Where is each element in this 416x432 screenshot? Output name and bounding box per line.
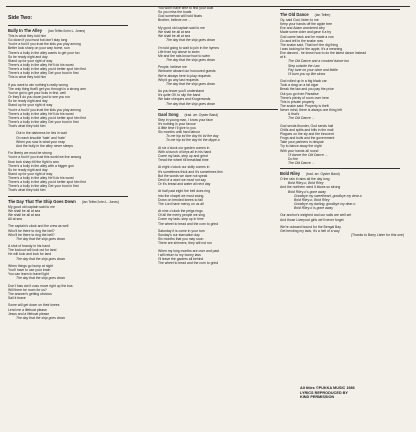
lyric-line: We take cheques and Krugerrands [158,97,211,102]
lyric-line: Down on bended knees to fall [158,197,203,202]
lyric-line: There's a bully in the alley Get your boot in first [8,71,79,76]
lyric-line: Will there be room for us? [8,287,47,292]
lyric-line: Into the chapel we must swing [158,193,204,198]
song-credit: (Ian Telfer) [314,13,331,17]
lyric-line: God sends thunder, God sends hail [280,123,334,128]
lyric-line: at it. [280,55,287,60]
song-heading [8,199,133,205]
lyric-line: The Old Dance ... [288,116,315,121]
lyric-line: The day that the ship goes down [16,236,66,241]
lyric-line: It's nothing in your favour [158,121,196,126]
lyric-line: Devil of a word we must not say [158,177,206,182]
song-credit: (Ian Telfer/John L. Jones) [81,199,119,204]
song-divider [280,168,400,169]
lyric-line: Brother, believe me ... [158,18,191,23]
song-title: Bold Riley [280,171,301,177]
lyric-line: Why'd go any last requests [158,77,199,82]
lyric-line: The wheel to tread and the corn to grind [158,261,219,266]
lyric-line: When things go bump at night [8,263,54,268]
lyric-line: And the bully in the alley never sleeps [16,143,73,148]
lyric-line: The answer's getting obvious [8,291,52,296]
song-block [280,168,410,237]
lyric-line: So you miss the boats [158,10,192,15]
lyric-line: The Old Dance ... [288,161,315,166]
lyric-line: But the words we dare not speak [158,173,208,178]
lyric-line: Life from top above to swim [158,49,200,54]
lyric-line: Step outside the Law [288,63,320,68]
lyric-line: You've got to get your licks in first, well [8,91,66,96]
lyric-line: God somehow will hold floats [158,14,202,19]
column-left [8,14,133,320]
lyric-line: Eve and Adam wondered why [280,26,325,31]
lyric-line: All at sea [8,217,22,222]
lyric-line: Plagues on the sly and the innocent [280,132,334,137]
lyric-line: There's a bully in the alley He'll do his worst [8,111,74,116]
copyright-note [300,386,355,400]
lyric-line: Try to dance away the night [280,144,322,149]
lyric-line: A shot of brandy in his hand [8,244,50,249]
lyric-line: Get bending my lads, it's a hell of a way [280,229,340,234]
lyric-line: The lookout will look out for land [8,248,57,253]
lyric-line: Now look sharp till the fight is won [8,159,60,164]
song-title: The Old Dance [280,12,309,17]
lyric-line: It's quite OK to slip the band [158,93,201,98]
lyric-line: Go down if you must but don't stay long [8,38,68,43]
lyric-line: Stand up for your right of way [8,58,53,63]
lyric-line: With your hands all round [280,148,319,153]
lyric-line: You'll have to use your brain [8,268,51,273]
lyric-line: The Lord have mercy on us all [158,201,204,206]
lyric-line: Some will get down on their knees [8,303,60,308]
lyric-line: Sunday's our starvation day [158,233,200,238]
lyric-line: Don't fuss don't cuss move right up the bus [8,283,73,288]
lyric-line: With a bunch of keys all in his hand [158,149,212,154]
lyric-line: The Old Dance and a crooked dance too [288,59,350,64]
lyric-line: This is what they told him [8,34,47,38]
lyric-line: God came back and he made a row [280,34,334,39]
song-block [158,109,278,265]
song-divider [158,109,278,110]
lyric-line: The day that the ship goes down [16,256,66,261]
song-block [8,196,133,320]
lyric-line: I'm told going to wait to join in the hymns [158,45,219,50]
lyric-line: Bold Riley-o's gone away [288,189,326,194]
lyric-line: This is what they told him [8,75,47,80]
lyric-line: The day that the ship goes down [166,101,216,106]
lyric-line: You're a fool if you trust this world we live among [8,155,82,160]
lyric-line: My good old captain said to me [158,25,205,30]
song-block [8,25,133,193]
song-divider [8,25,128,26]
lyric-line: Goodbye my darling, goodbye my dear-o [294,202,356,206]
lyric-line: We're outward bound for the Bengal Bay [280,224,341,229]
lyric-line: Stand up for your right of way [8,103,53,108]
lyric-line: Out in the darkness he lies in wait [16,131,67,136]
lyric-line: That's what they told him [8,188,46,193]
lyric-line: This is private property [280,99,315,104]
lyric-line: Eve danced - he knew how to do the latest dance instead [280,51,366,56]
copyright-line: LYRICS REPRODUCED BY [300,390,348,395]
lyric-line: There's a bully in the alley you'd better spot him first [8,67,86,72]
lyric-line: The captain's clock and the crew as well [8,224,69,229]
lyric-line: Me and the rats know how to swim [158,53,211,58]
song-title: Gaol Song [158,111,179,117]
song-divider [280,9,400,10]
song-block [158,6,278,106]
lyric-line: Take your partners in despair [280,140,324,145]
lyric-line: So be ready night and day [8,167,48,172]
column-right [280,6,410,237]
lyric-line: I'll dance the Old Dance ... [288,152,328,157]
copyright-line: All titles ©PUKKA MUSIC 1986 [300,386,355,390]
lyric-line: We're always here to play requests [158,73,211,78]
lyric-line: We shall be all at sea [8,212,41,217]
lyric-line: Bold Riley-o, Bold Riley [294,197,330,202]
lyric-line: There's a bully in the alley Get your boot in first [8,120,79,124]
lyric-line: Of all the merry people we sing [158,213,205,218]
lyric-line: Never mind, there is always one thing left [280,108,343,113]
lyric-line: Do the [288,156,298,161]
lyric-line: There's plenty of room over here [280,95,329,100]
lyric-line: There's a bully in the alley with a bigger gun [8,163,74,168]
lyric-line: The day that the ship goes down [166,38,216,43]
lyric-line: Took a drag on a fat cigar [280,83,319,88]
copyright-line: KIND PERMISSION [300,395,335,400]
song-divider [8,196,128,197]
lyric-line: You're a fool if you trust the kids you play among [8,107,81,112]
column-middle [158,6,278,265]
lyric-line: There's a bully in the alley you'd better spot him first [8,115,86,120]
lyric-line: At six o'clock our garden comes in [158,145,210,150]
lyric-line: To me hip tol the day fol the dippe-o [166,138,220,143]
lyric-line: You can learn to travel light [8,272,49,277]
lyric-line: There are shinners, they will not run [158,241,212,246]
lyric-line: The snake said, That isn't the dig thing [280,42,338,47]
lyric-line: That's what they told him [8,124,46,129]
column-middle-songs [158,6,278,265]
lyric-line: So be ready night and day [8,99,48,104]
song-title: The Day That The Ship Goes Down [8,198,76,204]
lyric-line: So be ready night and day [8,54,48,59]
lyric-line: Bold Riley-o is gone away [294,206,334,211]
lyric-line: Step in young man, I know your face [158,117,213,122]
lyric-line: We shall be all at sea [158,34,191,39]
lyric-line: You won't have time to find your coat [158,6,214,10]
lyric-line: The day that the ship goes down [166,57,216,62]
lyric-line: He will look and look for land [8,252,52,257]
lyric-line: Six months until hard labour [158,130,201,135]
column-right-songs [280,9,410,237]
lyric-line: I will return to my bonny lass [158,252,201,257]
lyric-line: Come my lads, step up and grind [158,154,208,159]
song-title: Bully In The Alley [8,28,42,33]
lyric-line: There's a bully in the alley He'll do his worst [8,62,74,67]
lyric-line: We shall be all at sea [158,29,191,34]
lyric-line: & that's [288,112,300,117]
lyric-line: Chills and splits and bills in the mail [280,127,334,132]
column-left-songs [8,25,133,320]
side-title: Side Two: [8,15,33,21]
lyric-line: (Thanks to Barry Lister for this one) [350,233,404,238]
lyric-line: Our anchor's weighed and our sails are well set [280,213,352,218]
lyric-line: My good old captain said to me [8,204,55,209]
lyric-line: There's a bully in the alley wants to get your fun [8,50,80,55]
lyric-line: The day that the ship goes down [166,81,216,86]
lyric-line: Tread the wheel till breakfast time [158,158,209,163]
lyric-line: Go and tell to the snake now [280,38,323,43]
lyric-line: Or it's bread and water all next day [158,182,211,187]
lyric-line: Six months that you may soon [158,237,204,242]
lyric-line: The day that the ship goes down [16,315,66,320]
lyric-line: At half past eight the bell does ring [158,189,211,194]
lyric-line: I was looking for the apple, it's a meaning [280,46,343,51]
lyric-line: The wheel to tread and the corn to grind [158,221,219,226]
lyric-line: We shall be all at sea [8,208,41,213]
lyric-line: Keep your hands off the apple tree [280,22,332,27]
lyric-line: Made some cider and gave it a try [280,30,332,35]
lyric-line: God rolled up in a big black car [280,79,327,84]
lyric-line: When my long months are over and past [158,248,220,253]
song-credit: (Ian Telfer/John L. Jones) [47,29,86,33]
lyric-line: There's a bully in the alley you'd better spot him first [8,180,86,185]
lyric-line: I'll leave the gaolers all behind [158,256,204,261]
lyric-line: When you sow is what your reap [16,139,65,144]
lyric-line: Frogs and boils and the government [280,136,335,141]
lyric-line: A little time I'll give to you [158,125,196,130]
lyric-line: I'll burn you up like straw [288,71,326,76]
lyric-line: Lend me a lifeboat please [8,307,47,312]
lyric-line: At nine o'clock the pelgs rings [158,209,203,214]
lyric-line: Sail it brave [8,296,26,301]
lyric-line: People, believe me [158,65,187,70]
lyric-line: As you leave you'll understand [158,89,204,94]
song-credit: (trad. arr. Oyster Band) [306,172,340,177]
lyric-line: Bold Riley-o, Bold Riley [288,181,324,186]
lyric-line: To me hip tol the day fol tol the day [166,134,219,139]
lyric-line: O the rain it rains all the day long [280,177,330,182]
song-block [280,9,410,165]
lyric-line: Better look sharp on your way home, son [8,46,70,51]
lyric-line: Or they'll do you down just to see you run [8,95,71,100]
lyric-line: If you want to win nothing's really wrong [8,82,68,87]
lyric-line: And the northern wind it blows so strong [280,185,341,190]
lyric-line: Stand up for your right of way [8,171,53,176]
lyric-line: There's a bully in the alley He'll do his worst [8,176,74,181]
lyric-line: The day that the ship goes down [16,276,66,281]
lyric-line: Pay tune on your oboe and fiddle [288,67,338,72]
lyric-line: Who'll be there to ring the bell? [8,232,55,237]
lyric-line: The only thing that'll get you through is a strong arm [8,86,86,91]
lyric-line: Goodbye my sweetheart, goodbye my dear-o [294,193,362,198]
lyric-line: And those Liverpool girls we'll never forget [280,217,344,222]
lyric-line: There's a bully in the alley Get your boot in first [8,184,79,189]
lyric-line: You're a fool if you trust the kids you play among [8,42,81,47]
lyric-line: Out you go from Paradise [280,91,319,96]
lyric-line: It's sometimes thick and it's sometimes thin [158,169,223,174]
lyric-line: Who'll be there to ring the bell? [8,228,55,233]
lyric-line: Oy, said God, listen to me [280,18,319,22]
lyric-line: Come my lads, step up in time [158,217,204,222]
lyric-line: Saturday it is come in your turn [158,228,205,233]
lyric-line: For liberty we must be strong [8,151,52,156]
lyric-line: At eight o'clock our skilly comes in [158,165,210,170]
lyric-line: Break the law and you pay the price [280,87,334,92]
lyric-line: Welcome aboard our honoured guests [158,69,216,74]
lyric-line: Jesus and a lifeboat please [8,311,50,316]
lyric-line: The snake said: Property is theft [280,104,329,108]
lyric-line: On each knuckle 'hate' and 'hate' [16,135,66,140]
song-credit: (trad. arr. Oyster Band) [184,112,219,117]
